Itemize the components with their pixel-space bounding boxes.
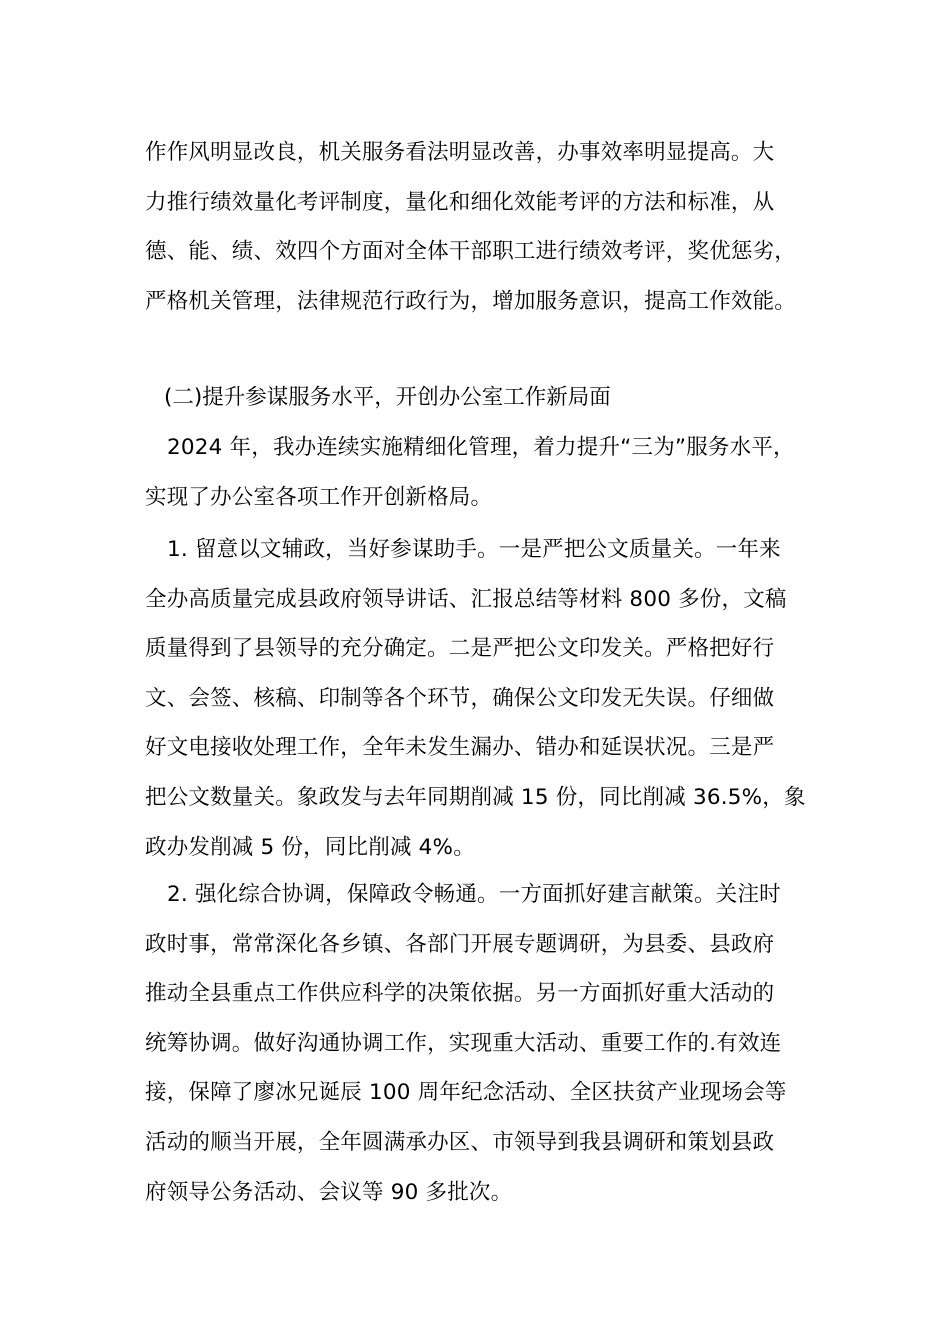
paragraph-item-1-document-quality bbox=[145, 525, 830, 872]
paragraph-line: 全办高质量完成县政府领导讲话、汇报总结等材料 800 多份，文稿 bbox=[145, 586, 787, 612]
paragraph-line: 质量得到了县领导的充分确定。二是严把公文印发关。严格把好行 bbox=[145, 636, 775, 662]
paragraph-line: 1. 留意以文辅政，当好参谋助手。一是严把公文质量关。一年来 bbox=[167, 537, 781, 562]
paragraph-line: 好文电接收处理工作，全年未发生漏办、错办和延误状况。三是严 bbox=[145, 735, 775, 761]
paragraph-line: 政时事，常常深化各乡镇、各部门开展专题调研，为县委、县政府 bbox=[145, 931, 775, 957]
paragraph-line: 活动的顺当开展，全年圆满承办区、市领导到我县调研和策划县政 bbox=[145, 1129, 775, 1155]
paragraph-line: 2024 年，我办连续实施精细化管理，着力提升“三为”服务水平， bbox=[167, 435, 795, 460]
paragraph-performance-evaluation bbox=[145, 128, 830, 326]
paragraph-item-2-coordination bbox=[145, 870, 830, 1217]
paragraph-refined-management bbox=[145, 423, 830, 522]
paragraph-line: 实现了办公室各项工作开创新格局。 bbox=[145, 484, 493, 510]
paragraph-line: 政办发削减 5 份，同比削减 4%。 bbox=[145, 834, 475, 860]
section-heading: (二)提升参谋服务水平，开创办公室工作新局面 bbox=[164, 385, 611, 410]
paragraph-line: 德、能、绩、效四个方面对全体干部职工进行绩效考评，奖优惩劣， bbox=[145, 239, 797, 265]
paragraph-line: 接，保障了廖冰兄诞辰 100 周年纪念活动、全区扶贫产业现场会等 bbox=[145, 1080, 787, 1106]
paragraph-line: 把公文数量关。象政发与去年同期削减 15 份，同比削减 36.5%，象 bbox=[145, 784, 806, 810]
paragraph-line: 2. 强化综合协调，保障政令畅通。一方面抓好建言献策。关注时 bbox=[167, 882, 781, 907]
paragraph-line: 推动全县重点工作供应科学的决策依据。另一方面抓好重大活动的 bbox=[145, 981, 775, 1007]
paragraph-line: 力推行绩效量化考评制度，量化和细化效能考评的方法和标准，从 bbox=[145, 189, 775, 215]
paragraph-line: 府领导公务活动、会议等 90 多批次。 bbox=[145, 1179, 513, 1205]
paragraph-line: 统筹协调。做好沟通协调工作，实现重大活动、重要工作的.有效连 bbox=[145, 1030, 782, 1056]
paragraph-line: 文、会签、核稿、印制等各个环节，确保公文印发无失误。仔细做 bbox=[145, 685, 775, 711]
paragraph-line: 作作风明显改良，机关服务看法明显改善，办事效率明显提高。大 bbox=[145, 140, 775, 165]
paragraph-line: 严格机关管理，法律规范行政行为，增加服务意识，提高工作效能。 bbox=[145, 288, 797, 314]
